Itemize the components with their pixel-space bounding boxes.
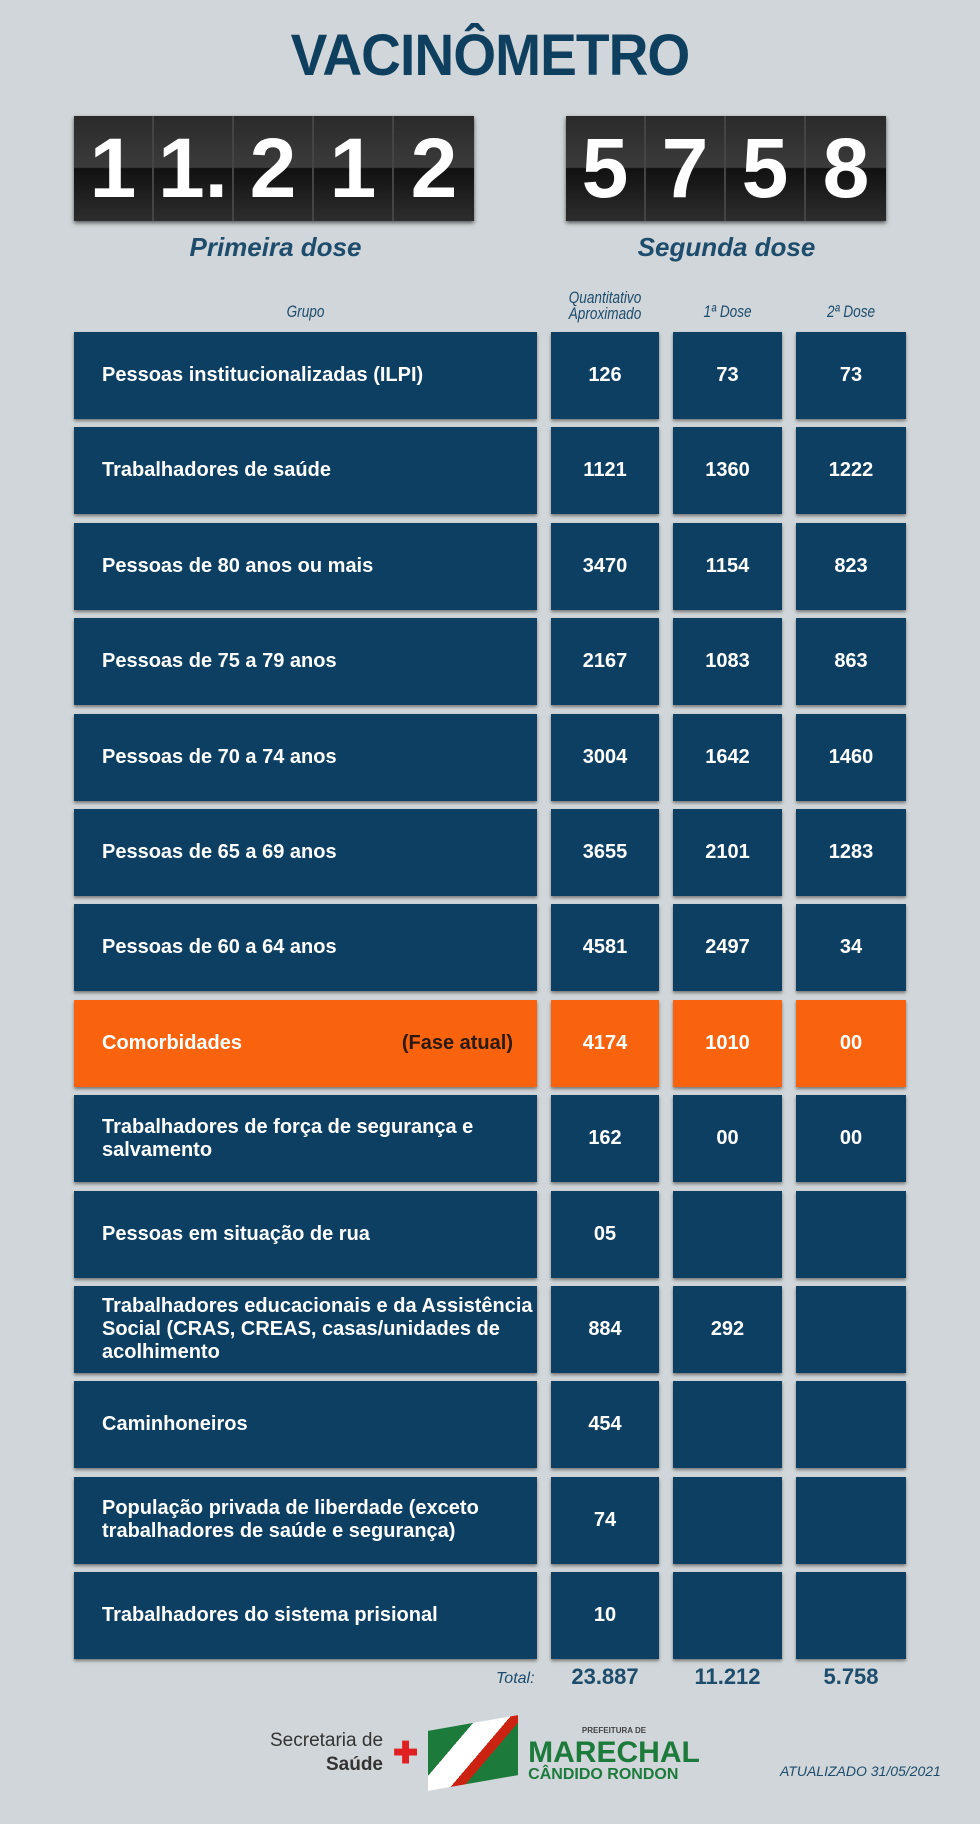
group-name: Comorbidades xyxy=(102,1031,243,1054)
table-row xyxy=(74,618,906,705)
quant-cell: 126 xyxy=(551,332,659,419)
dose1-cell: 1010 xyxy=(673,1000,782,1087)
header-group: Grupo xyxy=(286,302,325,321)
dose1-cell xyxy=(673,1381,782,1468)
group-name: Pessoas de 60 a 64 anos xyxy=(102,936,337,959)
quant-cell: 3470 xyxy=(551,523,659,610)
table-row xyxy=(74,1191,906,1278)
health-cross-icon: ✚ xyxy=(393,1736,419,1770)
group-cell xyxy=(74,809,537,896)
dose2-cell: 73 xyxy=(796,332,906,419)
quant-cell: 10 xyxy=(551,1572,659,1659)
group-name: População privada de liberdade (exceto trabalhadores de saúde e segurança) xyxy=(102,1497,479,1543)
second-dose-label: Segunda dose xyxy=(637,232,816,262)
header-dose2: 2ª Dose xyxy=(826,302,876,321)
city-logo xyxy=(528,1720,700,1786)
group-cell xyxy=(74,1000,537,1087)
prefeitura-text: PREFEITURA DE xyxy=(581,1726,647,1735)
first-dose-label: Primeira dose xyxy=(189,232,362,262)
total-dose1: 11.212 xyxy=(694,1664,761,1689)
group-name: Trabalhadores educacionais e da Assistência Social (CRAS, CREAS, casas/unidades de acolhimento xyxy=(102,1295,533,1363)
group-cell xyxy=(74,904,537,991)
dose2-cell: 00 xyxy=(796,1000,906,1087)
table-row xyxy=(74,1381,906,1468)
group-name: Trabalhadores do sistema prisional xyxy=(102,1604,438,1627)
dose1-cell xyxy=(673,1572,782,1659)
group-cell xyxy=(74,523,537,610)
quant-cell: 454 xyxy=(551,1381,659,1468)
counter-digit: 2 xyxy=(394,116,474,221)
dose2-cell: 1283 xyxy=(796,809,906,896)
secretaria-line2: Saúde xyxy=(325,1754,384,1775)
dose2-cell xyxy=(796,1286,906,1373)
total-quant: 23.887 xyxy=(571,1664,639,1689)
header-dose1: 1ª Dose xyxy=(703,302,752,321)
dose2-cell: 00 xyxy=(796,1095,906,1182)
table-row xyxy=(74,427,906,514)
group-cell xyxy=(74,1191,537,1278)
dose1-cell: 00 xyxy=(673,1095,782,1182)
total-dose2: 5.758 xyxy=(823,1664,879,1689)
secretaria-logo xyxy=(270,1729,383,1777)
quant-cell: 3004 xyxy=(551,714,659,801)
dose1-cell xyxy=(673,1477,782,1564)
dose1-cell: 73 xyxy=(673,332,782,419)
group-cell xyxy=(74,1095,537,1182)
updated-date: ATUALIZADO 31/05/2021 xyxy=(780,1763,941,1779)
dose2-cell: 863 xyxy=(796,618,906,705)
table-row xyxy=(74,1000,906,1087)
group-name: Trabalhadores de força de segurança e salvamento xyxy=(102,1115,474,1161)
group-name: Pessoas institucionalizadas (ILPI) xyxy=(102,364,424,386)
group-name: Trabalhadores de saúde xyxy=(102,459,331,482)
group-cell xyxy=(74,1477,537,1564)
group-name: Pessoas de 65 a 69 anos xyxy=(102,841,337,863)
group-cell xyxy=(74,427,537,514)
dose1-cell: 1360 xyxy=(673,427,782,514)
current-phase-badge: (Fase atual) xyxy=(401,1031,513,1054)
counter-digit: 1 xyxy=(314,116,394,221)
counter-digit: 8 xyxy=(806,116,886,221)
table-row xyxy=(74,809,906,896)
table-row xyxy=(74,1095,906,1182)
dose2-cell: 34 xyxy=(796,904,906,991)
dose1-cell: 1154 xyxy=(673,523,782,610)
city-flag-icon xyxy=(428,1715,518,1791)
table-row xyxy=(74,332,906,419)
page-title: VACINÔMETRO xyxy=(290,23,690,88)
dose2-cell xyxy=(796,1191,906,1278)
second-dose-counter xyxy=(566,116,886,221)
group-name: Pessoas de 70 a 74 anos xyxy=(102,745,337,768)
city-name-line1: MARECHAL xyxy=(528,1736,700,1769)
group-cell xyxy=(74,1572,537,1659)
quant-cell: 162 xyxy=(551,1095,659,1182)
table-row xyxy=(74,904,906,991)
total-label: Total: xyxy=(496,1670,535,1687)
group-name: Pessoas de 80 anos ou mais xyxy=(102,554,374,577)
group-cell xyxy=(74,618,537,705)
quant-cell: 2167 xyxy=(551,618,659,705)
dose1-cell: 1083 xyxy=(673,618,782,705)
dose1-cell: 2101 xyxy=(673,809,782,896)
quant-cell: 884 xyxy=(551,1286,659,1373)
dose2-cell xyxy=(796,1572,906,1659)
footer-logos xyxy=(270,1720,700,1786)
group-cell xyxy=(74,714,537,801)
table-row xyxy=(74,1286,906,1373)
group-cell xyxy=(74,1286,537,1373)
quant-cell: 3655 xyxy=(551,809,659,896)
dose2-cell: 823 xyxy=(796,523,906,610)
quant-cell: 4174 xyxy=(551,1000,659,1087)
dose2-cell: 1460 xyxy=(796,714,906,801)
counter-digit: 5 xyxy=(726,116,806,221)
group-cell xyxy=(74,332,537,419)
group-cell xyxy=(74,1381,537,1468)
dose2-cell xyxy=(796,1477,906,1564)
table-row xyxy=(74,714,906,801)
quant-cell: 4581 xyxy=(551,904,659,991)
dose2-cell xyxy=(796,1381,906,1468)
secretaria-line1: Secretaria de xyxy=(270,1730,384,1751)
table-row xyxy=(74,1477,906,1564)
group-name: Caminhoneiros xyxy=(102,1413,248,1436)
city-name-line2: CÂNDIDO RONDON xyxy=(528,1766,679,1783)
table-row xyxy=(74,523,906,610)
dose2-cell: 1222 xyxy=(796,427,906,514)
counter-digit: 5 xyxy=(566,116,646,221)
group-name: Pessoas de 75 a 79 anos xyxy=(102,650,337,673)
header-quant: Quantitativo Aproximado xyxy=(568,288,642,323)
counter-digit: 2 xyxy=(234,116,314,221)
group-name: Pessoas em situação de rua xyxy=(102,1222,370,1245)
quant-cell: 74 xyxy=(551,1477,659,1564)
dose1-cell xyxy=(673,1191,782,1278)
counter-digit: 7 xyxy=(646,116,726,221)
counter-digit: 1. xyxy=(154,116,234,221)
first-dose-counter xyxy=(74,116,474,221)
quant-cell: 05 xyxy=(551,1191,659,1278)
dose1-cell: 292 xyxy=(673,1286,782,1373)
table-row xyxy=(74,1572,906,1659)
quant-cell: 1121 xyxy=(551,427,659,514)
counter-digit: 1 xyxy=(74,116,154,221)
dose1-cell: 1642 xyxy=(673,714,782,801)
dose1-cell: 2497 xyxy=(673,904,782,991)
